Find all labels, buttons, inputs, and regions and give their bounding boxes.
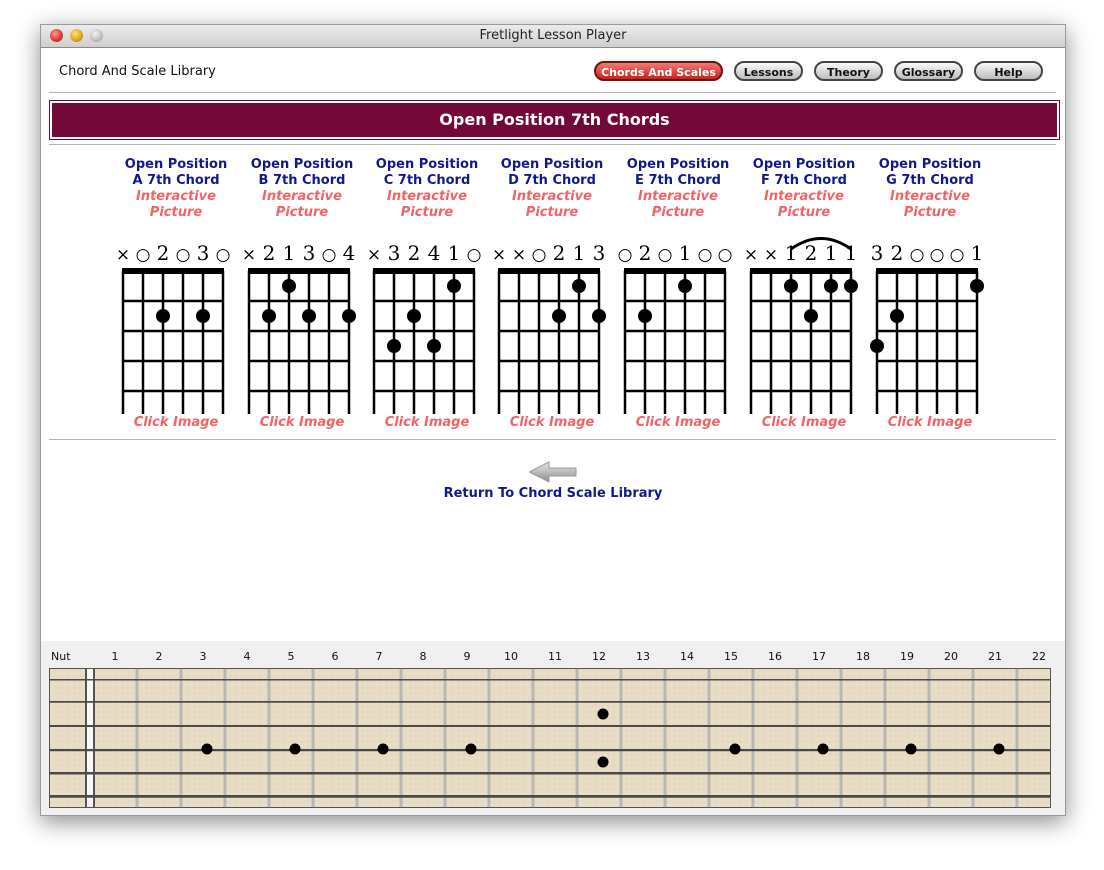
string-marker: × bbox=[511, 245, 527, 265]
string-marker: 1 bbox=[282, 241, 296, 265]
finger-dot bbox=[638, 309, 652, 323]
chord-card[interactable] bbox=[741, 157, 867, 430]
finger-dot bbox=[407, 309, 421, 323]
string-marker: 1 bbox=[844, 241, 858, 265]
string-marker: × bbox=[743, 245, 759, 265]
chord-name: E 7th Chord bbox=[635, 173, 721, 188]
fret-number: 2 bbox=[155, 650, 163, 663]
picture-label[interactable]: Picture bbox=[275, 205, 329, 220]
string-marker: × bbox=[241, 245, 257, 265]
string-marker: × bbox=[115, 245, 131, 265]
glossary-button[interactable]: Glossary bbox=[894, 61, 963, 81]
fret-number: 17 bbox=[812, 650, 826, 663]
fret-number: 20 bbox=[944, 650, 958, 663]
chord-name: C 7th Chord bbox=[383, 173, 471, 188]
back-arrow-icon[interactable] bbox=[529, 461, 577, 483]
library-title: Chord And Scale Library bbox=[59, 64, 216, 79]
picture-label[interactable]: Picture bbox=[525, 205, 579, 220]
fret-number: 10 bbox=[504, 650, 518, 663]
string-marker: × bbox=[491, 245, 507, 265]
fret-wire bbox=[312, 668, 315, 808]
picture-label[interactable]: Picture bbox=[777, 205, 831, 220]
fret-number: 15 bbox=[724, 650, 738, 663]
fret-wire bbox=[224, 668, 227, 808]
finger-dot bbox=[427, 339, 441, 353]
fret-wire bbox=[1016, 668, 1019, 808]
chord-name: D 7th Chord bbox=[508, 173, 596, 188]
nut-label: Nut bbox=[51, 650, 71, 663]
chord-name: B 7th Chord bbox=[258, 173, 346, 188]
return-to-library-link[interactable]: Return To Chord Scale Library bbox=[443, 486, 663, 501]
string-marker: ○ bbox=[135, 245, 151, 265]
fret-wire bbox=[180, 668, 183, 808]
fret-number: 16 bbox=[768, 650, 782, 663]
chord-card[interactable] bbox=[489, 157, 615, 430]
string-marker: ○ bbox=[657, 245, 673, 265]
finger-dot bbox=[804, 309, 818, 323]
fret-number: 22 bbox=[1032, 650, 1046, 663]
fret-number: 1 bbox=[111, 650, 119, 663]
title-bar[interactable] bbox=[41, 25, 1065, 48]
chord-diagram[interactable] bbox=[108, 224, 244, 414]
guitar-string bbox=[49, 749, 1051, 751]
chord-nut bbox=[373, 268, 475, 274]
fret-wire bbox=[268, 668, 271, 808]
finger-dot bbox=[262, 309, 276, 323]
fret-number: 7 bbox=[375, 650, 383, 663]
finger-dot bbox=[447, 279, 461, 293]
chord-nut bbox=[876, 268, 978, 274]
click-image-link[interactable]: Click Image bbox=[133, 415, 219, 430]
string-marker: ○ bbox=[949, 245, 965, 265]
click-image-link[interactable]: Click Image bbox=[384, 415, 470, 430]
finger-dot bbox=[302, 309, 316, 323]
fret-wire bbox=[532, 668, 535, 808]
fretboard-wood bbox=[49, 668, 1051, 808]
fret-number: 6 bbox=[331, 650, 339, 663]
fret-number: 9 bbox=[463, 650, 471, 663]
chord-nut bbox=[498, 268, 600, 274]
chord-diagram[interactable] bbox=[234, 224, 370, 414]
string-marker: 2 bbox=[890, 241, 904, 265]
interactive-label[interactable]: Interactive bbox=[764, 189, 844, 204]
string-marker: 1 bbox=[447, 241, 461, 265]
chord-position-label: Open Position bbox=[124, 157, 228, 172]
chord-position-label: Open Position bbox=[626, 157, 730, 172]
chord-position-label: Open Position bbox=[250, 157, 354, 172]
string-marker: ○ bbox=[717, 245, 733, 265]
string-marker: ○ bbox=[175, 245, 191, 265]
string-marker: ○ bbox=[321, 245, 337, 265]
string-marker: 3 bbox=[870, 241, 884, 265]
fret-inlay-dot bbox=[378, 744, 389, 755]
fret-inlay-dot bbox=[818, 744, 829, 755]
finger-dot bbox=[870, 339, 884, 353]
string-marker: 2 bbox=[552, 241, 566, 265]
lessons-button[interactable]: Lessons bbox=[734, 61, 803, 81]
interactive-label[interactable]: Interactive bbox=[262, 189, 342, 204]
fret-wire bbox=[576, 668, 579, 808]
interactive-label[interactable]: Interactive bbox=[512, 189, 592, 204]
string-marker: 4 bbox=[427, 241, 441, 265]
fret-number: 3 bbox=[199, 650, 207, 663]
string-marker: ○ bbox=[909, 245, 925, 265]
fret-number: 13 bbox=[636, 650, 650, 663]
fret-wire bbox=[664, 668, 667, 808]
fret-inlay-dot bbox=[290, 744, 301, 755]
fret-wire bbox=[400, 668, 403, 808]
guitar-string bbox=[49, 679, 1051, 681]
finger-dot bbox=[552, 309, 566, 323]
string-marker: 1 bbox=[970, 241, 984, 265]
finger-dot bbox=[970, 279, 984, 293]
fret-wire bbox=[444, 668, 447, 808]
string-marker: 1 bbox=[784, 241, 798, 265]
chord-card[interactable] bbox=[615, 157, 741, 430]
finger-dot bbox=[282, 279, 296, 293]
string-marker: 3 bbox=[592, 241, 606, 265]
finger-dot bbox=[844, 279, 858, 293]
chord-position-label: Open Position bbox=[375, 157, 479, 172]
guitar-string bbox=[49, 795, 1051, 798]
chord-position-label: Open Position bbox=[878, 157, 982, 172]
fret-wire bbox=[796, 668, 799, 808]
string-marker: 2 bbox=[156, 241, 170, 265]
chord-name: A 7th Chord bbox=[132, 173, 220, 188]
string-marker: × bbox=[366, 245, 382, 265]
fret-wire bbox=[708, 668, 711, 808]
string-marker: 4 bbox=[342, 241, 356, 265]
fret-wire bbox=[356, 668, 359, 808]
click-image-link[interactable]: Click Image bbox=[259, 415, 345, 430]
fret-wire bbox=[752, 668, 755, 808]
fret-wire bbox=[136, 668, 139, 808]
chord-name: G 7th Chord bbox=[886, 173, 974, 188]
fret-wire bbox=[884, 668, 887, 808]
click-image-link[interactable]: Click Image bbox=[635, 415, 721, 430]
finger-dot bbox=[824, 279, 838, 293]
fret-number: 11 bbox=[548, 650, 562, 663]
fret-number: 12 bbox=[592, 650, 606, 663]
string-marker: ○ bbox=[531, 245, 547, 265]
fret-inlay-dot bbox=[466, 744, 477, 755]
fret-inlay-dot bbox=[906, 744, 917, 755]
picture-label[interactable]: Picture bbox=[400, 205, 454, 220]
help-button[interactable]: Help bbox=[974, 61, 1043, 81]
header-divider bbox=[49, 92, 1056, 93]
string-marker: 1 bbox=[572, 241, 586, 265]
click-image-link[interactable]: Click Image bbox=[887, 415, 973, 430]
theory-button[interactable]: Theory bbox=[814, 61, 883, 81]
string-marker: 2 bbox=[407, 241, 421, 265]
string-marker: 2 bbox=[804, 241, 818, 265]
chord-diagram[interactable] bbox=[359, 224, 495, 414]
chords-and-scales-button[interactable]: Chords And Scales bbox=[594, 61, 723, 81]
fret-number: 21 bbox=[988, 650, 1002, 663]
finger-dot bbox=[196, 309, 210, 323]
guitar-string bbox=[49, 772, 1051, 775]
chord-nut bbox=[122, 268, 224, 274]
fret-wire bbox=[620, 668, 623, 808]
string-marker: ○ bbox=[466, 245, 482, 265]
chords-divider bbox=[49, 439, 1056, 440]
chord-card[interactable] bbox=[239, 157, 365, 430]
fret-wire bbox=[972, 668, 975, 808]
app-window bbox=[40, 24, 1066, 816]
string-marker: ○ bbox=[617, 245, 633, 265]
string-marker: ○ bbox=[697, 245, 713, 265]
fret-inlay-dot bbox=[598, 757, 609, 768]
chord-position-label: Open Position bbox=[752, 157, 856, 172]
fret-inlay-dot bbox=[598, 709, 609, 720]
string-marker: × bbox=[763, 245, 779, 265]
click-image-link[interactable]: Click Image bbox=[509, 415, 595, 430]
chord-position-label: Open Position bbox=[500, 157, 604, 172]
guitar-string bbox=[49, 725, 1051, 727]
string-marker: 1 bbox=[678, 241, 692, 265]
chord-nut bbox=[750, 268, 852, 274]
fret-number: 5 bbox=[287, 650, 295, 663]
fret-inlay-dot bbox=[730, 744, 741, 755]
finger-dot bbox=[784, 279, 798, 293]
chord-diagram[interactable] bbox=[862, 224, 998, 414]
fretboard[interactable] bbox=[49, 668, 1051, 808]
fret-number: 14 bbox=[680, 650, 694, 663]
chord-diagram[interactable] bbox=[484, 224, 620, 414]
interactive-label[interactable]: Interactive bbox=[136, 189, 216, 204]
fret-number: 4 bbox=[243, 650, 251, 663]
chord-card[interactable] bbox=[113, 157, 239, 430]
fret-number: 18 bbox=[856, 650, 870, 663]
string-marker: ○ bbox=[215, 245, 231, 265]
fret-wire bbox=[488, 668, 491, 808]
barre-arc bbox=[791, 239, 851, 250]
guitar-string bbox=[49, 701, 1051, 703]
chord-card[interactable] bbox=[364, 157, 490, 430]
fret-inlay-dot bbox=[994, 744, 1005, 755]
picture-label[interactable]: Picture bbox=[903, 205, 957, 220]
fretboard-nut bbox=[86, 668, 94, 808]
string-marker: 3 bbox=[302, 241, 316, 265]
finger-dot bbox=[890, 309, 904, 323]
string-marker: ○ bbox=[929, 245, 945, 265]
chord-name: F 7th Chord bbox=[761, 173, 847, 188]
page-title: Open Position 7th Chords bbox=[50, 101, 1059, 139]
fretboard-panel bbox=[41, 641, 1065, 815]
string-marker: 2 bbox=[262, 241, 276, 265]
window-title: Fretlight Lesson Player bbox=[479, 28, 627, 43]
chord-card[interactable] bbox=[867, 157, 993, 430]
finger-dot bbox=[572, 279, 586, 293]
click-image-link[interactable]: Click Image bbox=[761, 415, 847, 430]
string-marker: 3 bbox=[196, 241, 210, 265]
fret-number: 19 bbox=[900, 650, 914, 663]
finger-dot bbox=[342, 309, 356, 323]
chord-nut bbox=[248, 268, 350, 274]
banner-divider bbox=[49, 144, 1056, 145]
fret-number: 8 bbox=[419, 650, 427, 663]
interactive-label[interactable]: Interactive bbox=[890, 189, 970, 204]
chord-diagram[interactable] bbox=[736, 224, 872, 414]
chord-diagram[interactable] bbox=[610, 224, 746, 414]
finger-dot bbox=[156, 309, 170, 323]
string-marker: 3 bbox=[387, 241, 401, 265]
fret-inlay-dot bbox=[202, 744, 213, 755]
interactive-label[interactable]: Interactive bbox=[387, 189, 467, 204]
finger-dot bbox=[387, 339, 401, 353]
finger-dot bbox=[592, 309, 606, 323]
interactive-label[interactable]: Interactive bbox=[638, 189, 718, 204]
picture-label[interactable]: Picture bbox=[149, 205, 203, 220]
chord-nut bbox=[624, 268, 726, 274]
finger-dot bbox=[678, 279, 692, 293]
fret-wire bbox=[840, 668, 843, 808]
fret-wire bbox=[928, 668, 931, 808]
string-marker: 1 bbox=[824, 241, 838, 265]
string-marker: 2 bbox=[638, 241, 652, 265]
picture-label[interactable]: Picture bbox=[651, 205, 705, 220]
